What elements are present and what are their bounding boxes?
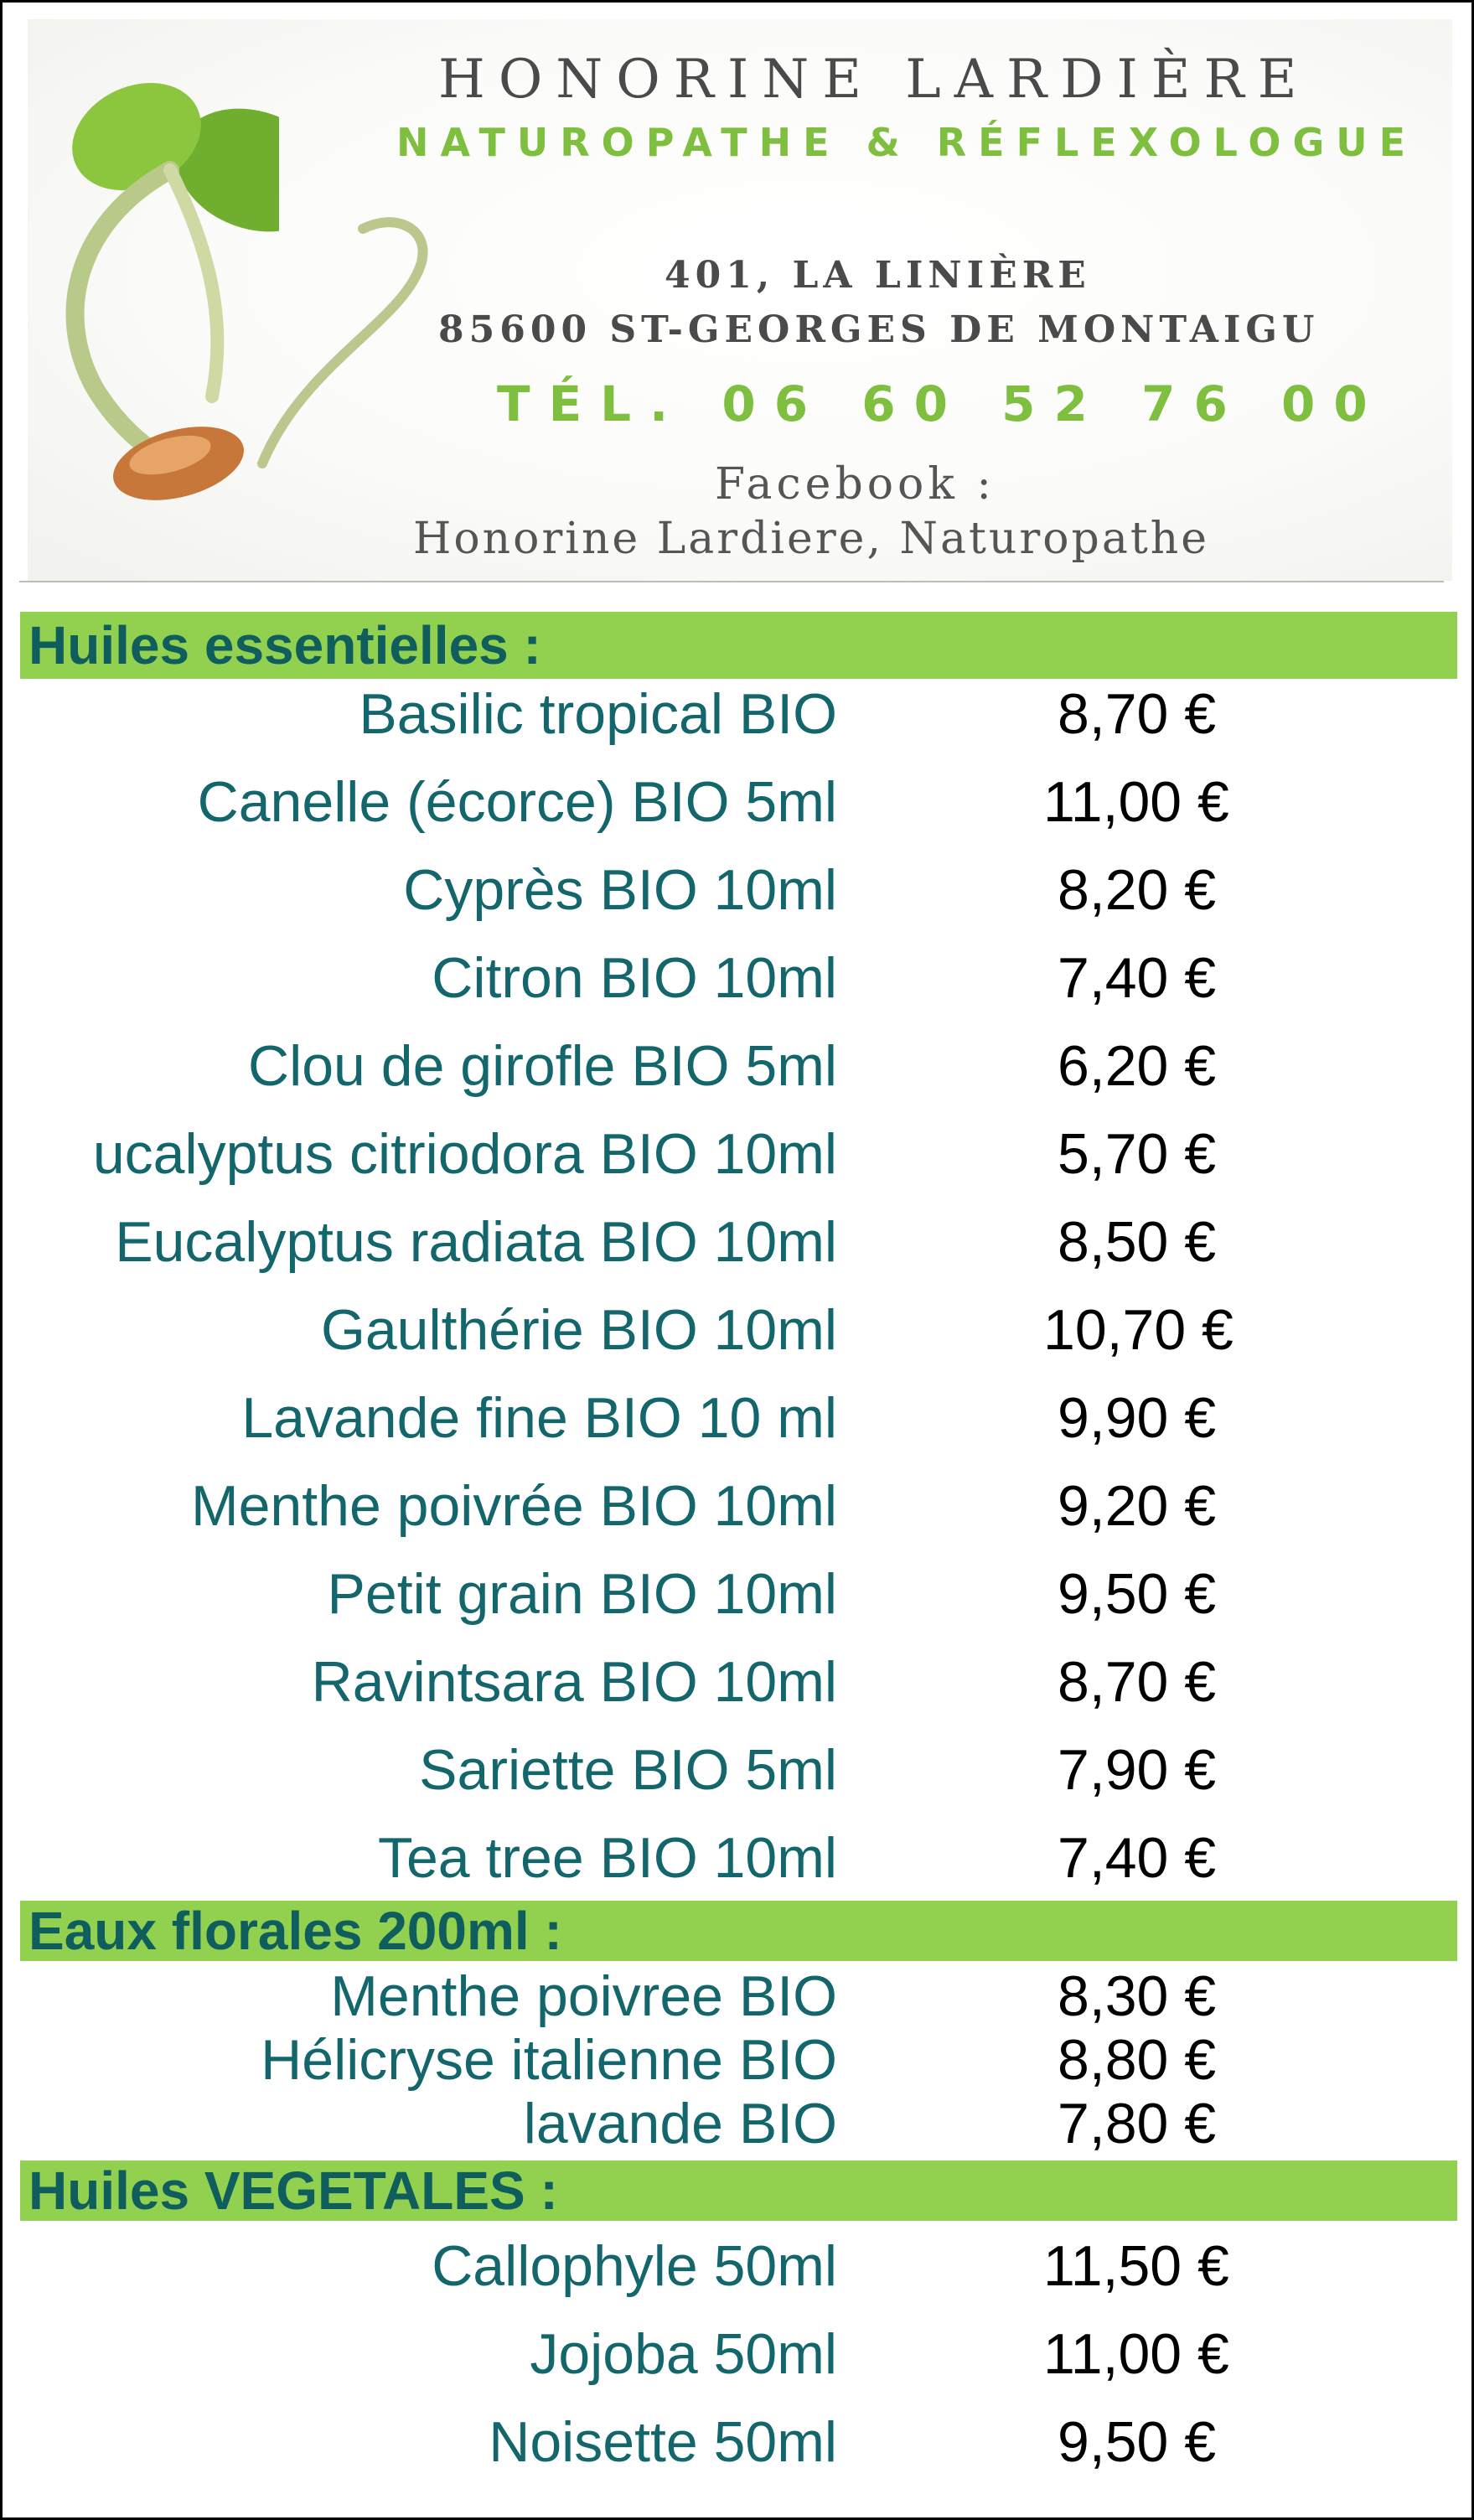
product-name: Menthe poivree BIO <box>330 1964 837 2028</box>
product-name: Sariette BIO 5ml <box>419 1738 837 1802</box>
address-line-2: 85600 ST-GEORGES DE MONTAIGU <box>438 308 1320 351</box>
product-price: 8,70 € <box>1058 1650 1217 1714</box>
price-row <box>0 2410 1474 2497</box>
price-row <box>0 2234 1474 2321</box>
product-name: Petit grain BIO 10ml <box>327 1562 837 1626</box>
product-price: 9,20 € <box>1058 1474 1217 1538</box>
profession-title: NATUROPATHE & RÉFLEXOLOGUE <box>396 120 1417 165</box>
price-row <box>0 1034 1474 1121</box>
product-price: 9,50 € <box>1058 2410 1217 2474</box>
product-name: Ravintsara BIO 10ml <box>311 1650 837 1714</box>
business-card-header <box>3 3 1471 589</box>
product-name: Basilic tropical BIO <box>359 682 837 746</box>
facebook-page-name: Honorine Lardiere, Naturopathe <box>413 514 1210 564</box>
product-name: Eucalyptus radiata BIO 10ml <box>115 1210 837 1274</box>
price-row <box>0 946 1474 1033</box>
price-row <box>0 2322 1474 2409</box>
facebook-label: Facebook : <box>715 459 996 510</box>
product-name: Jojoba 50ml <box>530 2322 837 2386</box>
address-line-1: 401, LA LINIÈRE <box>665 254 1091 297</box>
product-name: Canelle (écorce) BIO 5ml <box>197 770 837 834</box>
product-name: lavande BIO <box>523 2092 837 2155</box>
price-row <box>0 1474 1474 1561</box>
sprout-heart-icon <box>44 36 279 505</box>
product-name: Clou de girofle BIO 5ml <box>248 1034 837 1098</box>
product-name: Lavande fine BIO 10 ml <box>241 1386 837 1450</box>
product-price: 6,20 € <box>1058 1034 1217 1098</box>
product-price: 7,90 € <box>1058 1738 1217 1802</box>
phone-number: TÉL. 06 60 52 76 00 <box>497 375 1386 432</box>
price-row <box>0 682 1474 769</box>
product-price: 8,20 € <box>1058 858 1217 922</box>
product-price: 7,80 € <box>1058 2092 1217 2155</box>
product-name: Gaulthérie BIO 10ml <box>320 1298 837 1362</box>
product-name: Cyprès BIO 10ml <box>403 858 837 922</box>
product-price: 11,00 € <box>1043 770 1229 834</box>
price-row <box>0 1650 1474 1737</box>
product-price: 10,70 € <box>1043 1298 1234 1362</box>
product-name: Citron BIO 10ml <box>432 946 837 1010</box>
product-price: 11,00 € <box>1043 2322 1229 2386</box>
price-row <box>0 1386 1474 1473</box>
section-band-vegetable-oils <box>20 2160 1457 2221</box>
practitioner-name: HONORINE LARDIÈRE <box>438 49 1311 111</box>
product-price: 7,40 € <box>1058 1826 1217 1890</box>
price-row <box>0 770 1474 857</box>
section-title: Huiles VEGETALES : <box>28 2160 558 2221</box>
product-price: 9,50 € <box>1058 1562 1217 1626</box>
section-title: Huiles essentielles : <box>28 615 541 675</box>
price-row <box>0 858 1474 945</box>
price-row <box>0 1738 1474 1825</box>
product-price: 8,30 € <box>1058 1964 1217 2028</box>
price-row <box>0 1298 1474 1385</box>
product-price: 7,40 € <box>1058 946 1217 1010</box>
product-price: 8,50 € <box>1058 1210 1217 1274</box>
section-band-floral-waters <box>20 1901 1457 1961</box>
price-row <box>0 1122 1474 1209</box>
price-row <box>0 1562 1474 1649</box>
product-name: Noisette 50ml <box>489 2410 837 2474</box>
section-title: Eaux florales 200ml : <box>28 1901 562 1961</box>
header-divider <box>19 581 1444 582</box>
product-name: ucalyptus citriodora BIO 10ml <box>92 1122 837 1186</box>
product-name: Hélicryse italienne BIO <box>261 2028 837 2092</box>
product-name: Tea tree BIO 10ml <box>377 1826 837 1890</box>
tendril-icon <box>254 195 438 472</box>
section-band-essential-oils <box>20 612 1457 679</box>
price-row <box>0 1210 1474 1297</box>
product-price: 8,70 € <box>1058 682 1217 746</box>
product-name: Callophyle 50ml <box>432 2234 837 2298</box>
product-price: 8,80 € <box>1058 2028 1217 2092</box>
product-price: 9,90 € <box>1058 1386 1217 1450</box>
product-name: Menthe poivrée BIO 10ml <box>190 1474 837 1538</box>
product-price: 11,50 € <box>1043 2234 1229 2298</box>
product-price: 5,70 € <box>1058 1122 1217 1186</box>
